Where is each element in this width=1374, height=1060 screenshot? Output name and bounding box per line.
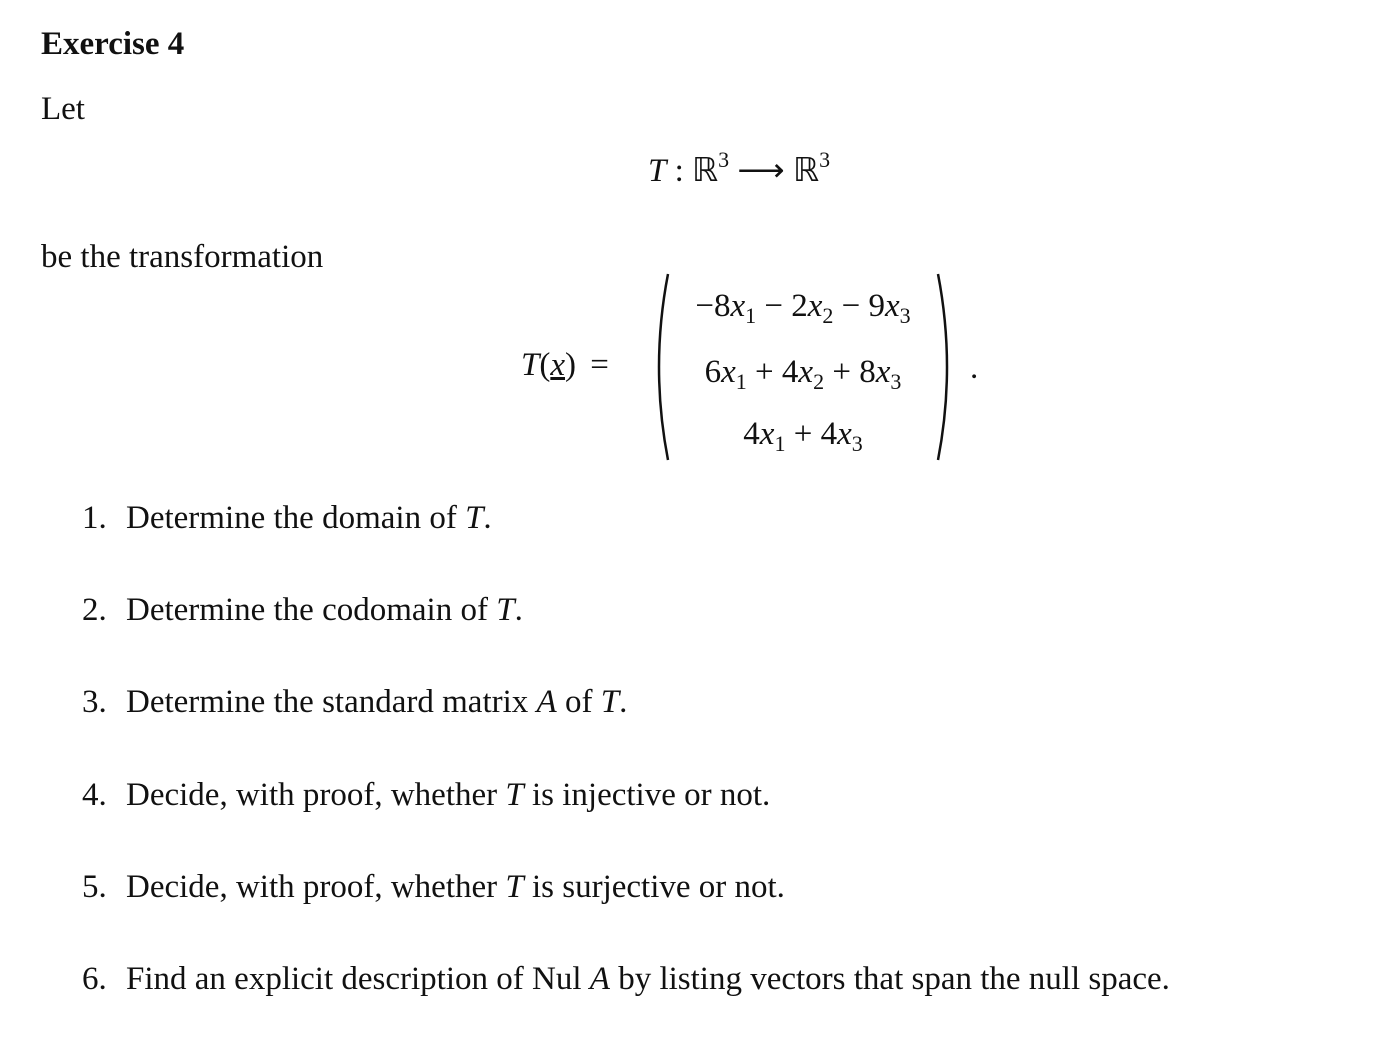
math-text: 2 — [813, 369, 825, 394]
item-number: 3. — [82, 684, 107, 720]
list-item — [126, 779, 770, 812]
math-text: 4 — [781, 354, 799, 390]
transformation-label: be the transformation — [41, 239, 324, 275]
math-text: . — [483, 500, 492, 536]
exercise-title: Exercise 4 — [41, 26, 185, 62]
math-text: T — [600, 684, 620, 720]
math-text: 3 — [890, 369, 902, 394]
map-codomain-exp: 3 — [819, 147, 831, 172]
intro-text: Let — [41, 91, 85, 127]
math-text: − — [756, 288, 792, 324]
math-text: T — [505, 777, 524, 813]
math-text: 6 — [704, 354, 722, 390]
item-number: 6. — [82, 961, 107, 997]
math-text: of — [556, 684, 601, 720]
math-text: Determine the standard matrix — [126, 684, 537, 720]
item-number: 1. — [82, 500, 107, 536]
lhs-x: x — [550, 347, 566, 383]
math-text: 8 — [859, 354, 876, 390]
math-text: 1 — [735, 369, 747, 394]
math-text: . — [619, 684, 628, 720]
math-text: + — [824, 354, 860, 390]
math-text: x — [875, 354, 891, 390]
equals-sign: = — [590, 347, 609, 383]
math-text: x — [721, 354, 736, 390]
list-item — [126, 686, 627, 719]
math-text: x — [837, 416, 852, 452]
map-arrow: ⟶ — [737, 153, 785, 189]
math-text: − — [833, 288, 869, 324]
math-text: T — [505, 869, 524, 905]
math-text: is surjective or not. — [523, 869, 785, 905]
math-text: −8 — [695, 288, 731, 324]
list-item — [126, 871, 785, 904]
math-text: T — [465, 500, 484, 536]
list-item — [126, 594, 523, 627]
map-codomain: ℝ — [792, 153, 820, 189]
math-text: 1 — [745, 303, 757, 328]
math-text: 4 — [743, 416, 760, 452]
math-text: 1 — [774, 431, 786, 456]
math-text: + — [785, 416, 821, 452]
math-text: x — [798, 354, 814, 390]
item-number: 2. — [82, 592, 107, 628]
map-domain-exp: 3 — [718, 147, 730, 172]
math-text: 2 — [791, 288, 808, 324]
map-T: T — [648, 153, 667, 189]
math-text: 3 — [899, 303, 911, 328]
math-text: . — [514, 592, 523, 628]
math-text: Decide, with proof, whether — [126, 869, 506, 905]
column-vector — [648, 272, 960, 462]
list-item — [126, 502, 492, 535]
math-text: 9 — [868, 288, 886, 324]
math-text: T — [496, 592, 515, 628]
math-text: 3 — [851, 431, 863, 456]
definition-lhs — [521, 349, 609, 382]
math-text: 4 — [820, 416, 838, 452]
math-text: by listing vectors that span the null space. — [609, 961, 1170, 997]
lhs-T: T — [521, 347, 540, 383]
definition-period: . — [970, 350, 979, 386]
item-number: 4. — [82, 777, 107, 813]
math-text: x — [759, 416, 775, 452]
map-colon: : — [674, 153, 684, 189]
vector-row-1 — [653, 288, 953, 328]
math-text: 2 — [822, 303, 834, 328]
math-text: + — [746, 354, 782, 390]
math-text: x — [807, 288, 823, 324]
math-text: x — [885, 288, 900, 324]
vector-row-3 — [653, 416, 953, 456]
math-text: is injective or not. — [523, 777, 771, 813]
list-item — [126, 963, 1170, 996]
math-text: x — [730, 288, 746, 324]
math-text: Determine the domain of — [126, 500, 466, 536]
math-text: Decide, with proof, whether — [126, 777, 506, 813]
lhs-close: ) — [565, 347, 577, 383]
lhs-open: ( — [539, 347, 551, 383]
item-number: 5. — [82, 869, 107, 905]
math-text: A — [589, 961, 610, 997]
math-text: Find an explicit description of Nul — [126, 961, 590, 997]
map-domain: ℝ — [692, 153, 719, 189]
math-text: A — [536, 684, 557, 720]
vector-row-2 — [653, 354, 953, 394]
map-signature — [648, 147, 831, 189]
math-text: Determine the codomain of — [126, 592, 497, 628]
